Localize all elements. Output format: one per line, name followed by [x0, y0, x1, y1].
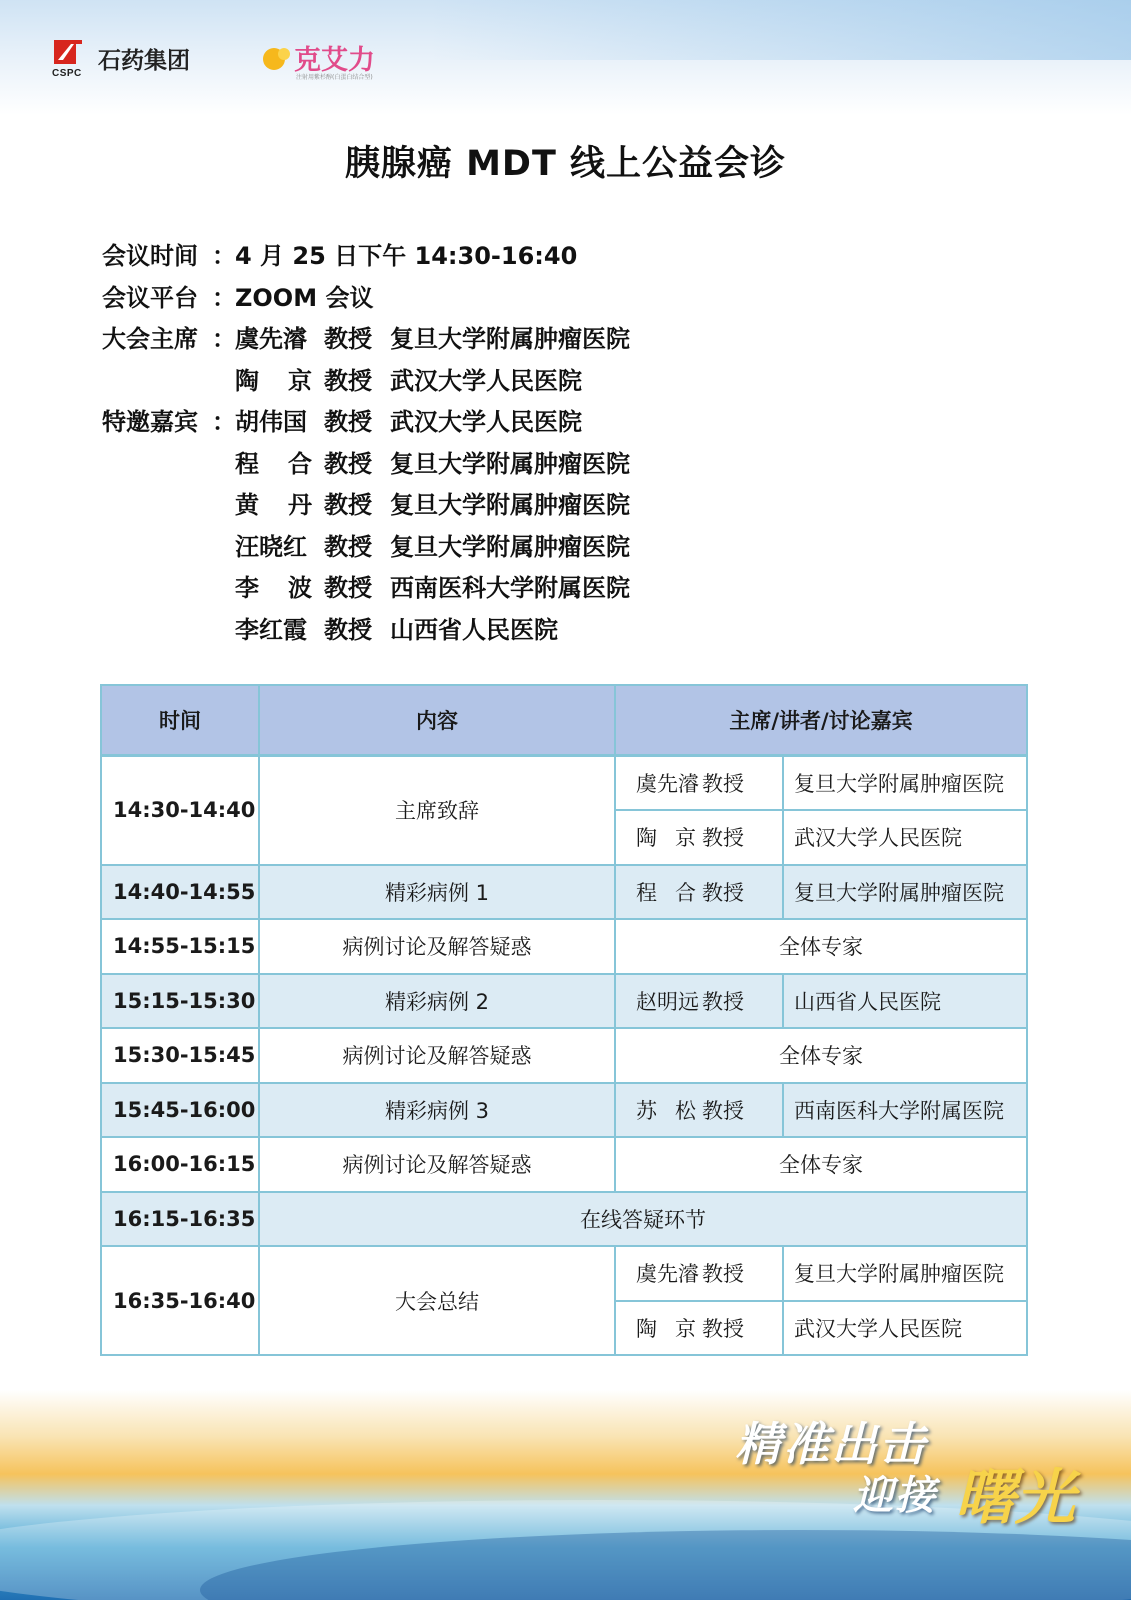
row-time: 16:35-16:40	[101, 1246, 259, 1355]
page-title: 胰腺癌 MDT 线上公益会诊	[344, 144, 787, 184]
name-char: 陶	[636, 826, 657, 851]
name-char: 胡伟国	[235, 408, 307, 436]
row-speaker	[615, 810, 783, 865]
name-char: 赵明远	[636, 989, 699, 1014]
person-title: 教授	[324, 491, 372, 519]
person-institution: 西南医科大学附属医院	[390, 574, 630, 602]
person-title: 教授	[324, 615, 372, 644]
row-time: 15:15-15:30	[101, 974, 259, 1029]
person-institution: 复旦大学附属肿瘤医院	[390, 532, 630, 561]
row-content: 大会总结	[259, 1246, 615, 1355]
person-institution: 武汉大学人民医院	[390, 408, 582, 436]
row-time: 14:30-14:40	[101, 756, 259, 865]
person-institution: 山西省人民医院	[390, 615, 558, 644]
info-person-row	[102, 323, 802, 365]
info-person-row	[102, 448, 802, 490]
speaker-name	[636, 1258, 702, 1288]
speaker-name	[636, 1313, 696, 1343]
brand-subtitle: 注射用紫杉醇(白蛋白结合型)	[296, 74, 373, 81]
name-char: 陶	[636, 1316, 657, 1341]
speaker-name	[636, 822, 696, 852]
table-row	[101, 974, 1027, 1029]
person-title: 教授	[324, 366, 372, 395]
name-char: 京	[675, 1316, 696, 1341]
table-row	[101, 919, 1027, 974]
row-speaker	[615, 1246, 783, 1301]
person-name	[235, 614, 315, 646]
row-institution: 西南医科大学附属医院	[783, 1083, 1027, 1138]
name-char: 程	[636, 880, 657, 905]
name-char: 虞先濬	[235, 325, 307, 353]
schedule-header-row	[101, 685, 1027, 756]
person-title: 教授	[324, 325, 372, 353]
info-person-row	[102, 365, 802, 407]
cspc-name: 石药集团	[98, 48, 190, 74]
row-time: 14:55-15:15	[101, 919, 259, 974]
speaker-title: 教授	[702, 1262, 744, 1287]
schedule-body	[101, 756, 1027, 1356]
person-institution: 复旦大学附属肿瘤医院	[390, 325, 630, 353]
speaker-name	[636, 986, 702, 1016]
info-colon: ：	[212, 325, 236, 353]
name-char: 陶	[235, 366, 259, 395]
row-content: 精彩病例 3	[259, 1083, 615, 1138]
speaker-title: 教授	[702, 880, 744, 905]
row-all-experts: 全体专家	[615, 919, 1027, 974]
row-institution: 山西省人民医院	[783, 974, 1027, 1029]
row-speaker	[615, 865, 783, 920]
speaker-title: 教授	[702, 1316, 744, 1341]
info-person-row	[102, 614, 802, 656]
speaker-title: 教授	[702, 772, 744, 796]
cspc-logo-text: CSPC	[52, 68, 82, 79]
name-char: 合	[288, 449, 312, 478]
person-name	[235, 572, 312, 604]
row-all-experts: 全体专家	[615, 1028, 1027, 1083]
people-list	[102, 323, 802, 655]
row-content: 精彩病例 2	[259, 974, 615, 1029]
info-platform-value: ZOOM 会议	[235, 283, 374, 312]
row-time: 15:45-16:00	[101, 1083, 259, 1138]
slogan	[735, 1408, 1095, 1558]
speaker-name	[636, 768, 702, 798]
table-row	[101, 1083, 1027, 1138]
row-content: 主席致辞	[259, 756, 615, 865]
row-institution: 复旦大学附属肿瘤医院	[783, 756, 1027, 811]
slogan-line-3: 曙光	[955, 1463, 1075, 1533]
person-institution: 复旦大学附属肿瘤医院	[390, 449, 630, 478]
row-content: 病例讨论及解答疑惑	[259, 919, 615, 974]
speaker-title: 教授	[702, 1098, 744, 1123]
row-content: 精彩病例 1	[259, 865, 615, 920]
info-colon: ：	[212, 283, 236, 312]
name-char: 李	[235, 574, 259, 602]
speaker-name	[636, 877, 696, 907]
row-institution: 复旦大学附属肿瘤医院	[783, 865, 1027, 920]
name-char: 苏	[636, 1098, 657, 1123]
name-char: 李红霞	[235, 615, 307, 644]
row-merged-content: 在线答疑环节	[259, 1192, 1027, 1247]
row-time: 14:40-14:55	[101, 865, 259, 920]
table-row	[101, 1137, 1027, 1192]
person-name	[235, 531, 315, 563]
brand-name: 克艾力	[294, 45, 375, 76]
name-char: 虞先濬	[636, 772, 699, 796]
person-name	[235, 323, 315, 355]
info-person-row	[102, 572, 802, 614]
header-content: 内容	[259, 685, 615, 756]
table-row	[101, 1028, 1027, 1083]
slogan-line-2: 迎接	[853, 1473, 937, 1519]
row-speaker	[615, 974, 783, 1029]
row-institution: 复旦大学附属肿瘤医院	[783, 1246, 1027, 1301]
cspc-logo	[52, 38, 252, 82]
name-char: 汪晓红	[235, 532, 307, 561]
info-time-label: 会议时间	[102, 242, 198, 270]
info-section-label: 特邀嘉宾	[102, 408, 198, 436]
info-person-row	[102, 489, 802, 531]
speaker-title: 教授	[702, 989, 744, 1014]
info-section-label: 大会主席	[102, 325, 198, 353]
brand-logo	[262, 38, 392, 84]
name-char: 京	[675, 826, 696, 851]
name-char: 京	[288, 366, 312, 395]
row-all-experts: 全体专家	[615, 1137, 1027, 1192]
row-time: 15:30-15:45	[101, 1028, 259, 1083]
meeting-info	[102, 240, 802, 655]
name-char: 波	[288, 574, 312, 602]
info-person-row	[102, 406, 802, 448]
slogan-line-1: 精准出击	[735, 1417, 927, 1471]
row-speaker	[615, 756, 783, 811]
header-time: 时间	[101, 685, 259, 756]
row-time: 16:00-16:15	[101, 1137, 259, 1192]
info-colon: ：	[212, 242, 236, 270]
info-time-value: 4 月 25 日下午 14:30-16:40	[235, 242, 578, 270]
person-title: 教授	[324, 449, 372, 478]
person-title: 教授	[324, 574, 372, 602]
cspc-mark-icon	[52, 38, 92, 68]
person-title: 教授	[324, 532, 372, 561]
person-name	[235, 489, 312, 521]
table-row	[101, 1246, 1027, 1301]
schedule-table	[100, 684, 1028, 1356]
row-institution: 武汉大学人民医院	[783, 810, 1027, 865]
speaker-name	[636, 1095, 696, 1125]
row-time: 16:15-16:35	[101, 1192, 259, 1247]
row-content: 病例讨论及解答疑惑	[259, 1028, 615, 1083]
row-speaker	[615, 1301, 783, 1356]
header-speakers: 主席/讲者/讨论嘉宾	[615, 685, 1027, 756]
info-colon: ：	[212, 408, 236, 436]
person-institution: 武汉大学人民医院	[390, 366, 582, 395]
name-char: 丹	[288, 491, 312, 519]
brand-mark-icon	[262, 44, 292, 74]
person-name	[235, 448, 312, 480]
person-name	[235, 406, 315, 438]
table-row	[101, 865, 1027, 920]
name-char: 虞先濬	[636, 1262, 699, 1287]
info-platform-row	[102, 282, 802, 324]
info-person-row	[102, 531, 802, 573]
table-row	[101, 756, 1027, 811]
info-time-row	[102, 240, 802, 282]
person-institution: 复旦大学附属肿瘤医院	[390, 491, 630, 519]
name-char: 程	[235, 449, 259, 478]
name-char: 合	[675, 880, 696, 905]
table-row	[101, 1192, 1027, 1247]
row-institution: 武汉大学人民医院	[783, 1301, 1027, 1356]
person-name	[235, 365, 312, 397]
person-title: 教授	[324, 408, 372, 436]
row-speaker	[615, 1083, 783, 1138]
name-char: 松	[675, 1098, 696, 1123]
info-platform-label: 会议平台	[102, 283, 198, 312]
row-content: 病例讨论及解答疑惑	[259, 1137, 615, 1192]
name-char: 黄	[235, 491, 259, 519]
speaker-title: 教授	[702, 826, 744, 851]
